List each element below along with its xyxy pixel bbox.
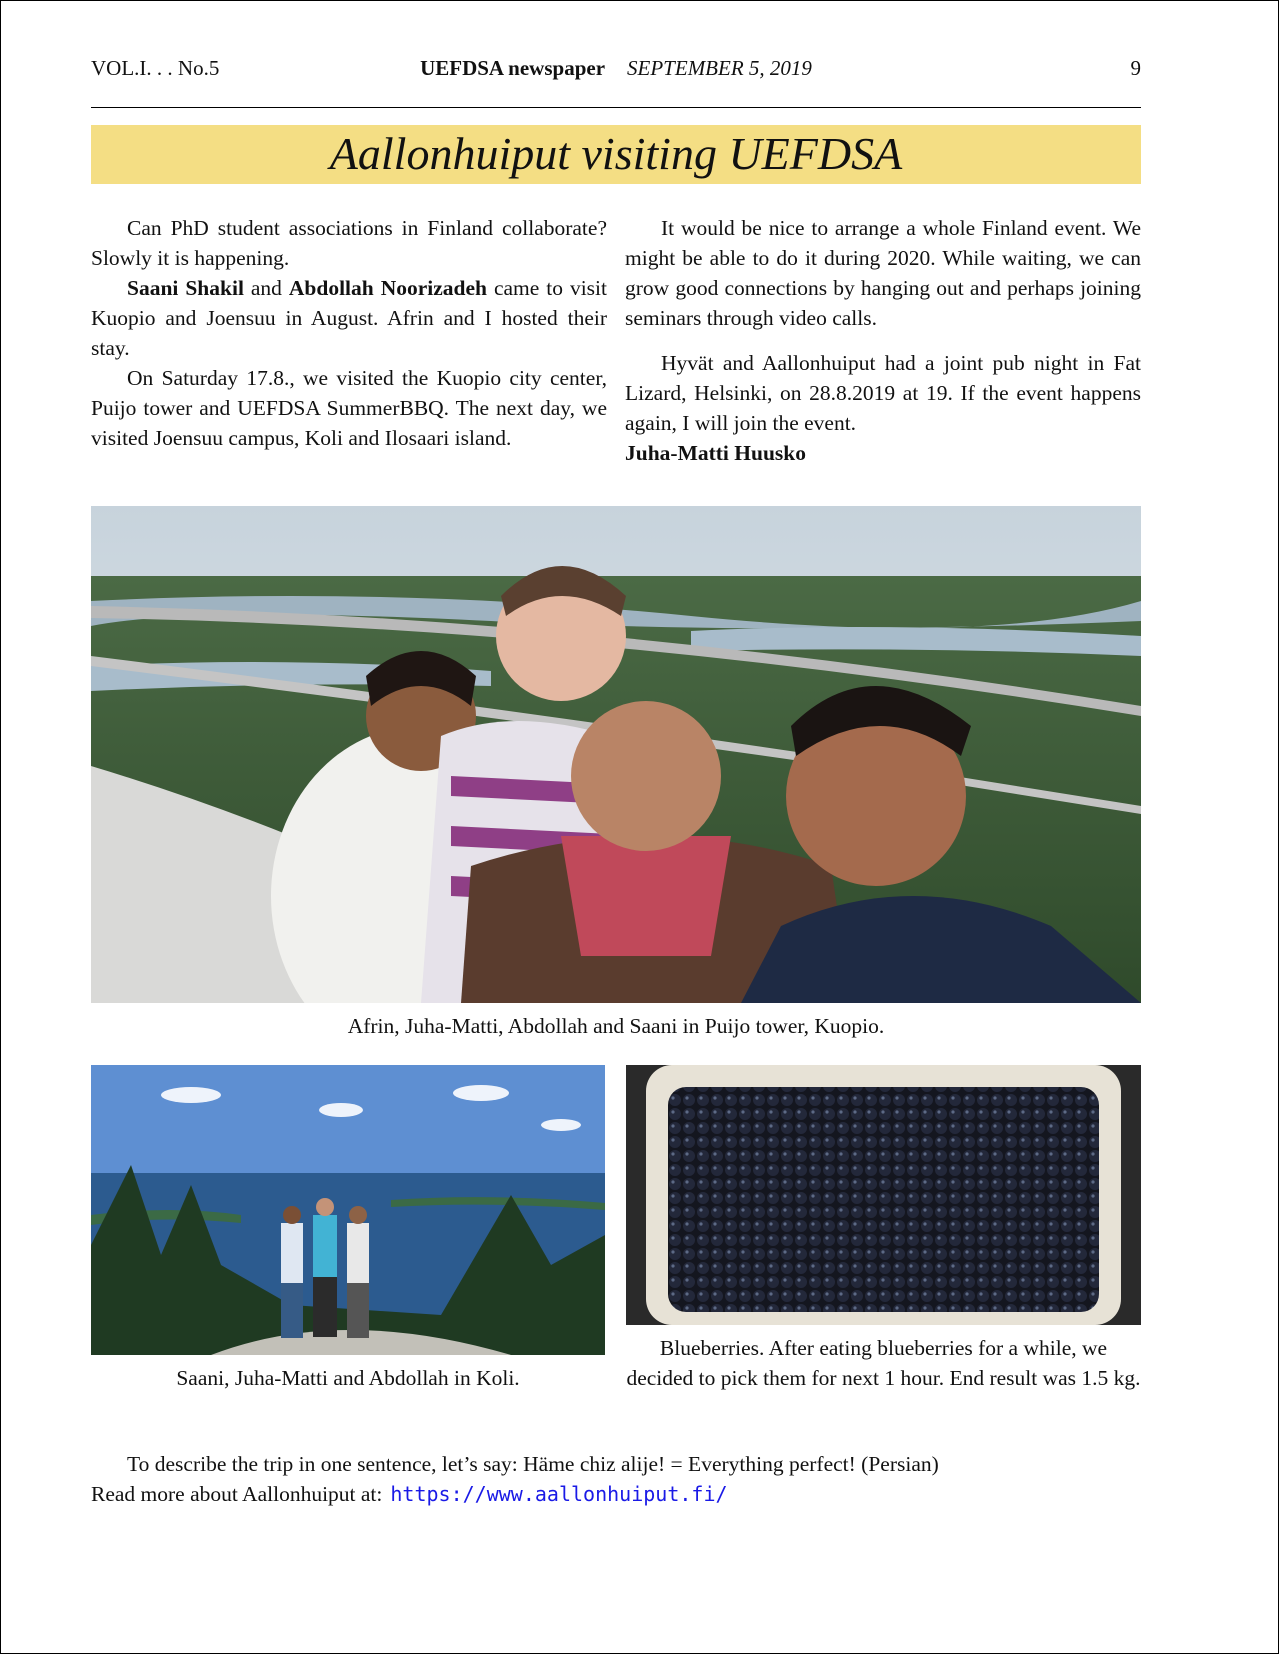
author-signature: Juha-Matti Huusko [625, 441, 806, 465]
masthead [91, 56, 1141, 81]
title-banner [91, 125, 1141, 184]
main-photo-caption: Afrin, Juha-Matti, Abdollah and Saani in Puijo tower, Kuopio. [347, 1014, 885, 1038]
group-photo-puijo [91, 506, 1141, 1003]
blueberry-photo [626, 1065, 1141, 1325]
header-rule [91, 107, 1141, 108]
page-header [91, 56, 1141, 90]
person-name: Abdollah Noorizadeh [288, 276, 487, 300]
aallonhuiput-link[interactable]: https://www.aallonhuiput.fi/ [390, 1482, 728, 1506]
paragraph: On Saturday 17.8., we visited the Kuopio city center, Puijo tower and UEFDSA SummerBBQ. The next day, we visited Joensuu campus, Koli and Ilosaari island. [91, 366, 607, 450]
read-more-line: Read more about Aallonhuiput at: https://www.aallonhuiput.fi/ [91, 1482, 728, 1506]
page-number: 9 [1130, 56, 1141, 80]
left-column [91, 213, 607, 453]
paragraph: It would be nice to arrange a whole Finland event. We might be able to do it during 2020. While waiting, we can grow good connections by hanging out and perhaps joining seminars through video calls. [625, 216, 1141, 330]
koli-photo [91, 1065, 605, 1355]
article-footer [91, 1449, 1141, 1509]
issue-date: SEPTEMBER 5, 2019 [627, 56, 812, 80]
summary-sentence: To describe the trip in one sentence, let’s say: Häme chiz alije! = Everything perfect! (Persian) [127, 1452, 939, 1476]
paper-name: UEFDSA newspaper [420, 56, 606, 80]
koli-photo-caption: Saani, Juha-Matti and Abdollah in Koli. [176, 1366, 520, 1390]
paragraph: Saani Shakil and Abdollah Noorizadeh came to visit Kuopio and Joensuu in August. Afrin and I hosted their stay. [91, 276, 607, 360]
paragraph: Hyvät and Aallonhuiput had a joint pub night in Fat Lizard, Helsinki, on 28.8.2019 at 19. If the event happens again, I will join the event. [625, 351, 1141, 435]
volume-number: VOL.I. . . No.5 [91, 56, 220, 80]
person-name: Saani Shakil [127, 276, 244, 300]
blueberry-photo-caption: Blueberries. After eating blueberries for a while, we decided to pick them for next 1 hour. End result was 1.5 kg. [626, 1336, 1141, 1390]
paragraph: Can PhD student associations in Finland collaborate? Slowly it is happening. [91, 216, 607, 270]
article-title: Aallonhuiput visiting UEFDSA [329, 128, 903, 179]
right-column [625, 213, 1141, 468]
